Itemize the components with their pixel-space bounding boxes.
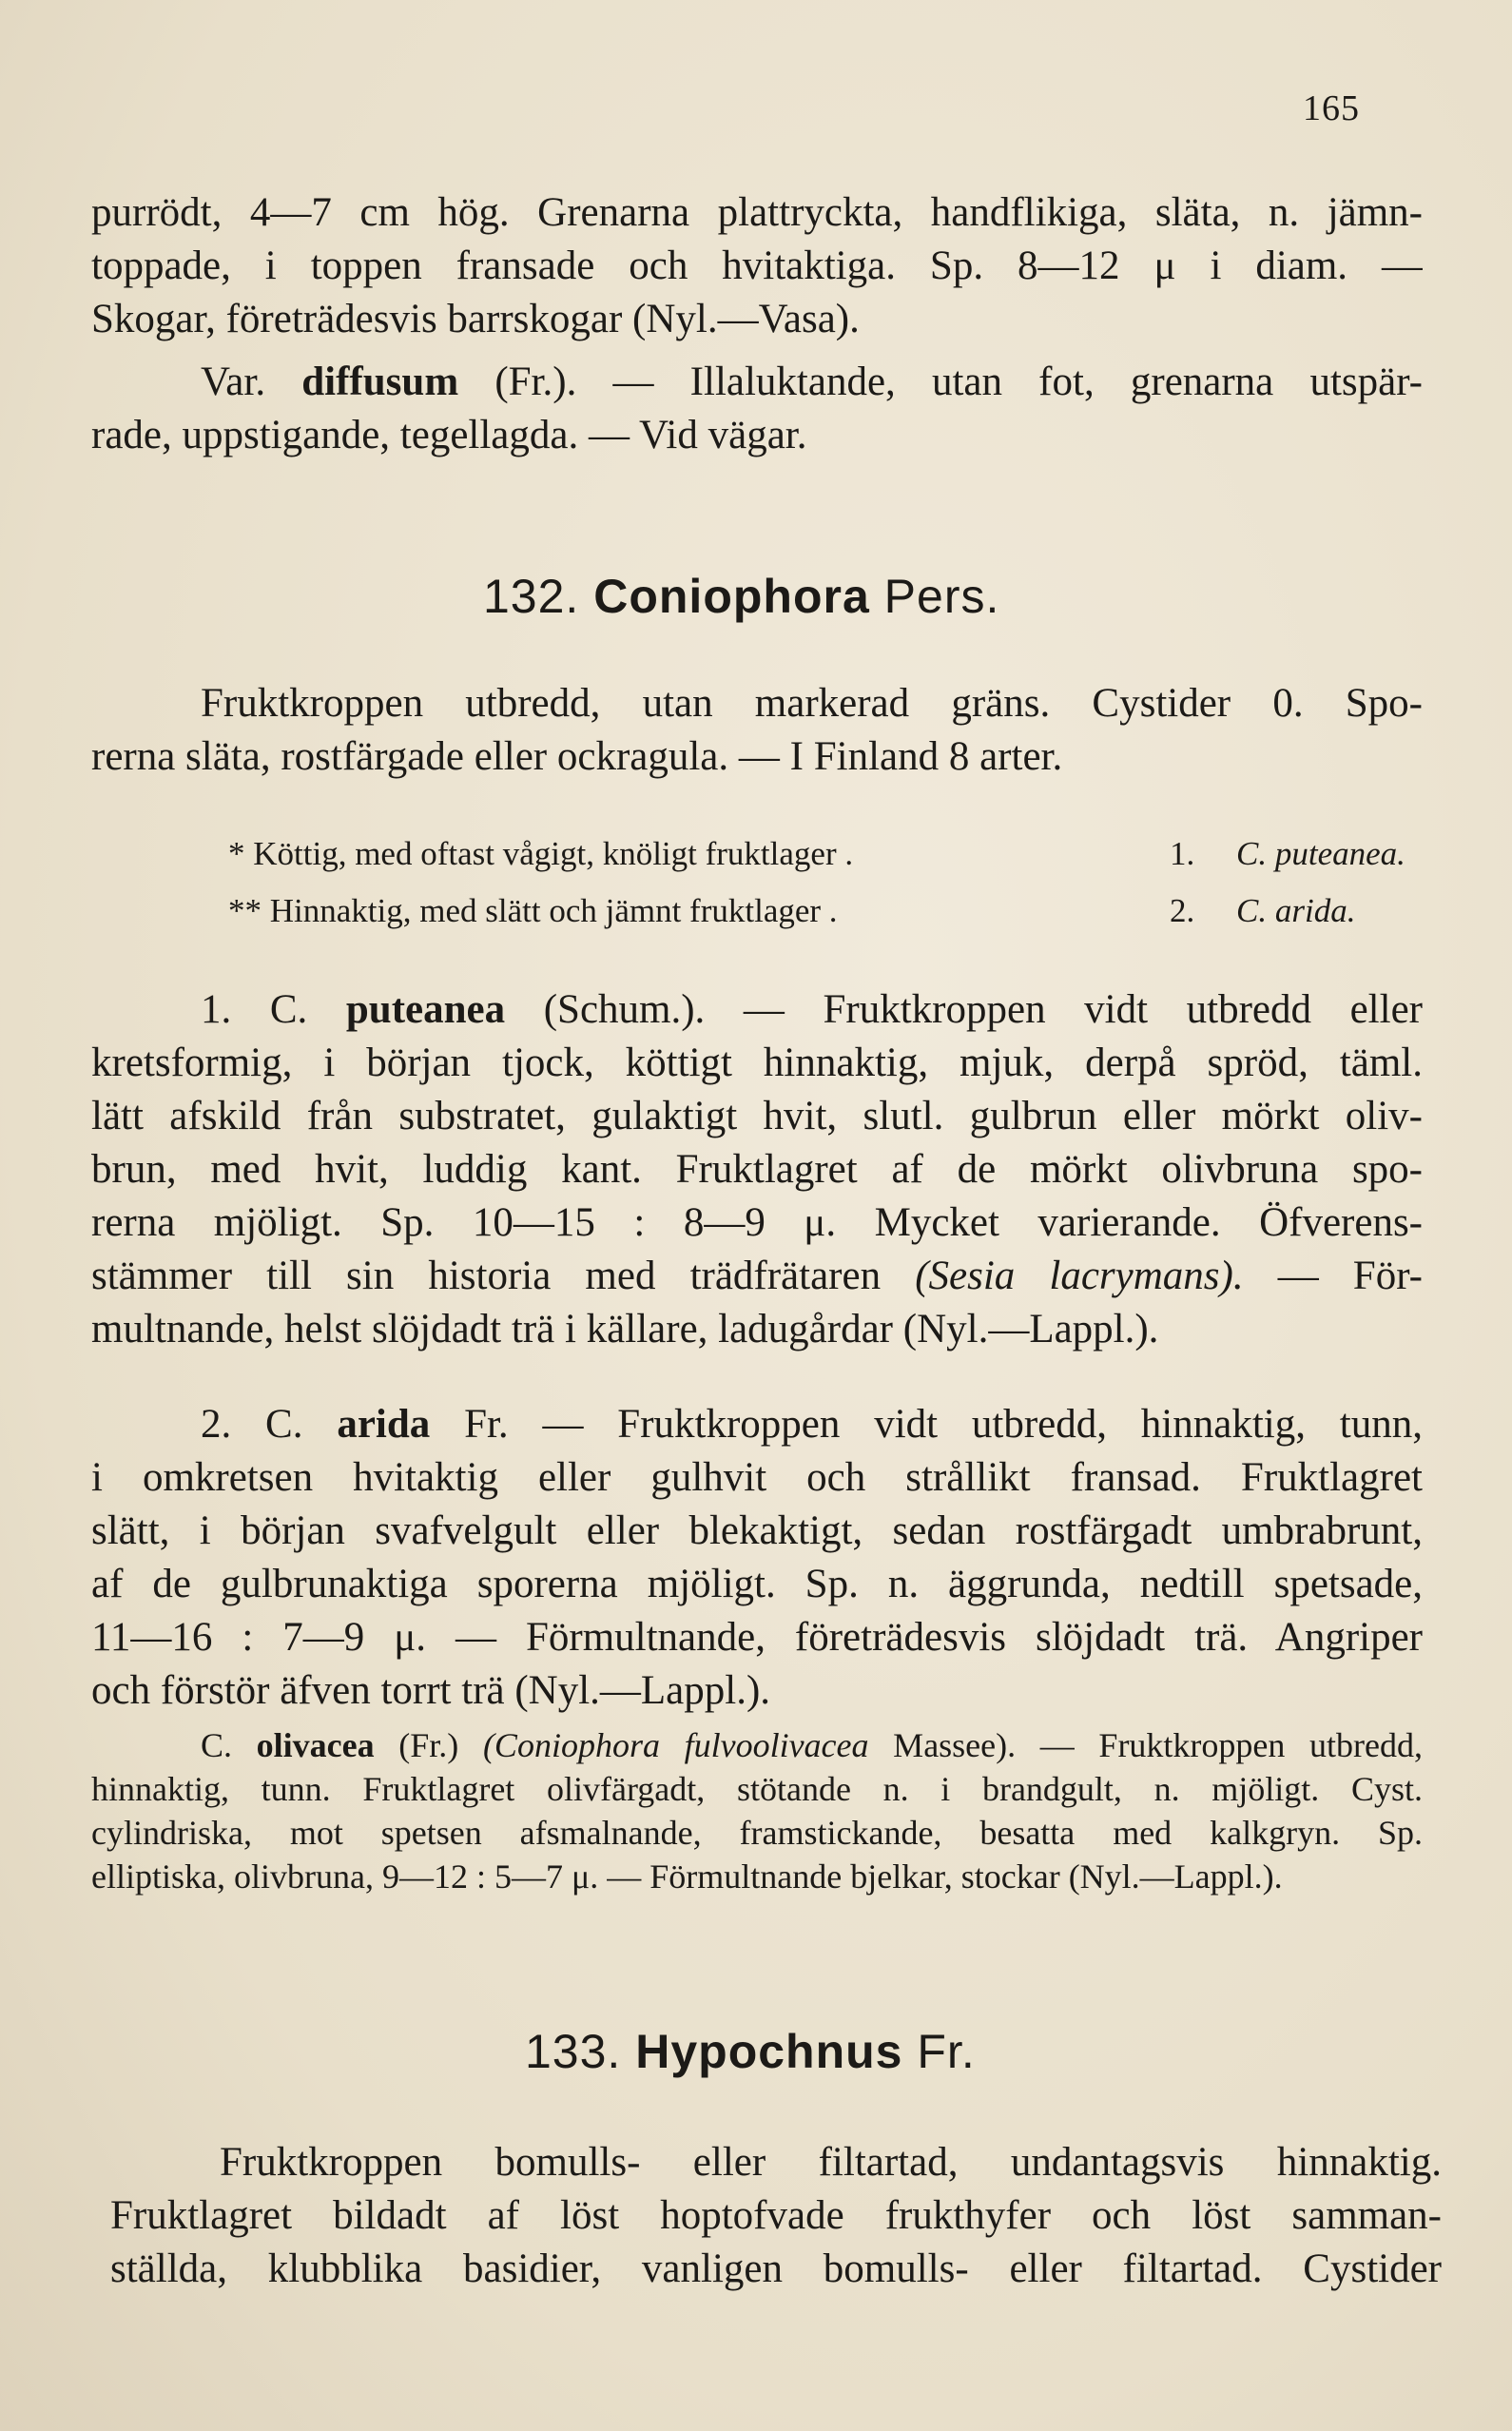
page-number: 165 — [1303, 88, 1360, 128]
text-line: multnande, helst slöjdadt trä i källare, ladugårdar (Nyl.—Lappl.). — [91, 1307, 1159, 1352]
text-line: och förstör äfven torrt trä (Nyl.—Lappl.). — [91, 1668, 771, 1713]
text-fragment: stämmer till sin historia med trädfrätaren — [91, 1254, 916, 1298]
text-line: af de gulbrunaktiga sporerna mjöligt. Sp. n. äggrunda, nedtill spetsade, — [91, 1562, 1423, 1606]
species-prefix: 2. C. — [201, 1402, 338, 1447]
genus-name: Hypochnus — [635, 2025, 903, 2078]
paragraph-continuation — [91, 186, 1423, 346]
italic-name: (Sesia lacrymans). — [915, 1254, 1244, 1298]
key-species: C. arida. — [1236, 892, 1356, 929]
text-line: ställda, klubblika basidier, vanligen bomulls- eller filtartad. Cystider — [110, 2246, 1442, 2291]
text-line — [91, 1398, 1423, 1451]
species-name: olivacea — [256, 1726, 375, 1764]
species-arida — [91, 1398, 1423, 1718]
text-line — [91, 1723, 1423, 1767]
text-line: rade, uppstigande, tegellagda. — Vid vägar. — [91, 413, 807, 457]
species-prefix: 1. C. — [201, 987, 346, 1032]
key-description: ** Hinnaktig, med slätt och jämnt fruktlager . — [228, 892, 838, 929]
key-description: * Köttig, med oftast vågigt, knöligt fruktlager . — [228, 835, 854, 872]
species-puteanea — [91, 983, 1423, 1356]
italic-name: (Coniophora fulvoolivacea — [482, 1726, 869, 1764]
text-line: purrödt, 4—7 cm hög. Grenarna plattryckta, handflikiga, släta, n. jämn- — [91, 190, 1423, 235]
genus-heading-133 — [525, 2024, 976, 2079]
text-line: Fruktkroppen utbredd, utan markerad gräns. Cystider 0. Spo- — [201, 681, 1423, 726]
species-key — [228, 826, 1417, 940]
text-line: 11—16 : 7—9 μ. — Förmultnande, företrädesvis slöjdadt trä. Angriper — [91, 1615, 1423, 1660]
species-name: arida — [337, 1402, 431, 1447]
text-line: cylindriska, mot spetsen afsmalnande, framstickande, besatta med kalkgryn. Sp. — [91, 1814, 1423, 1852]
text-line — [91, 983, 1423, 1037]
text-line: kretsformig, i början tjock, köttigt hinnaktig, mjuk, derpå spröd, täml. — [91, 1040, 1423, 1085]
text-line: Fruktkroppen bomulls- eller filtartad, undantagsvis hinnaktig. — [220, 2140, 1442, 2185]
text-line: elliptiska, olivbruna, 9—12 : 5—7 μ. — Förmultnande bjelkar, stockar (Nyl.—Lappl.). — [91, 1857, 1283, 1896]
genus-heading-132 — [483, 569, 999, 624]
key-row — [228, 883, 1417, 940]
key-number: 2. — [1170, 892, 1195, 929]
genus-author: Fr. — [917, 2025, 976, 2078]
species-prefix: C. — [201, 1726, 257, 1764]
text-line: rerna släta, rostfärgade eller ockragula. — I Finland 8 arter. — [91, 734, 1063, 779]
variety-name: diffusum — [301, 360, 459, 404]
text-line — [91, 356, 1423, 409]
text-fragment: (Schum.). — Fruktkroppen vidt utbredd eller — [505, 987, 1423, 1032]
text-line: lätt afskild från substratet, gulaktigt hvit, slutl. gulbrun eller mörkt oliv- — [91, 1094, 1423, 1138]
text-fragment: (Fr.). — Illaluktande, utan fot, grenarna utspär- — [458, 360, 1423, 404]
key-number: 1. — [1170, 835, 1195, 872]
species-name: puteanea — [345, 987, 506, 1032]
genus-description-133 — [110, 2136, 1442, 2296]
genus-name: Coniophora — [593, 570, 870, 623]
text-line: i omkretsen hvitaktig eller gulhvit och strållikt fransad. Fruktlagret — [91, 1455, 1423, 1500]
text-fragment: Fr. — Fruktkroppen vidt utbredd, hinnaktig, tunn, — [430, 1402, 1423, 1447]
text-line: brun, med hvit, luddig kant. Fruktlagret af de mörkt olivbruna spo- — [91, 1147, 1423, 1192]
species-olivacea — [91, 1723, 1423, 1898]
text-line: hinnaktig, tunn. Fruktlagret olivfärgadt, stötande n. i brandgult, n. mjöligt. Cyst. — [91, 1770, 1423, 1808]
genus-number: 132. — [483, 570, 580, 623]
text-fragment: (Fr.) — [374, 1726, 483, 1764]
text-fragment: — För- — [1243, 1254, 1423, 1298]
text-fragment: Massee). — Fruktkroppen utbredd, — [868, 1726, 1423, 1764]
text-line: Fruktlagret bildadt af löst hoptofvade frukthyfer och löst samman- — [110, 2193, 1442, 2238]
text-line: Skogar, företrädesvis barrskogar (Nyl.—Vasa). — [91, 297, 860, 341]
text-line: slätt, i början svafvelgult eller blekaktigt, sedan rostfärgadt umbrabrunt, — [91, 1508, 1423, 1553]
var-prefix: Var. — [201, 360, 302, 404]
key-row — [228, 826, 1417, 883]
key-species: C. puteanea. — [1236, 835, 1405, 872]
genus-author: Pers. — [883, 570, 1000, 623]
text-line — [91, 1250, 1423, 1303]
genus-description-132 — [91, 677, 1423, 784]
text-line: toppade, i toppen fransade och hvitaktiga. Sp. 8—12 μ i diam. — — [91, 243, 1423, 288]
text-line: rerna mjöligt. Sp. 10—15 : 8—9 μ. Mycket varierande. Öfverens- — [91, 1200, 1423, 1245]
variety-diffusum — [91, 356, 1423, 462]
genus-number: 133. — [525, 2025, 622, 2078]
